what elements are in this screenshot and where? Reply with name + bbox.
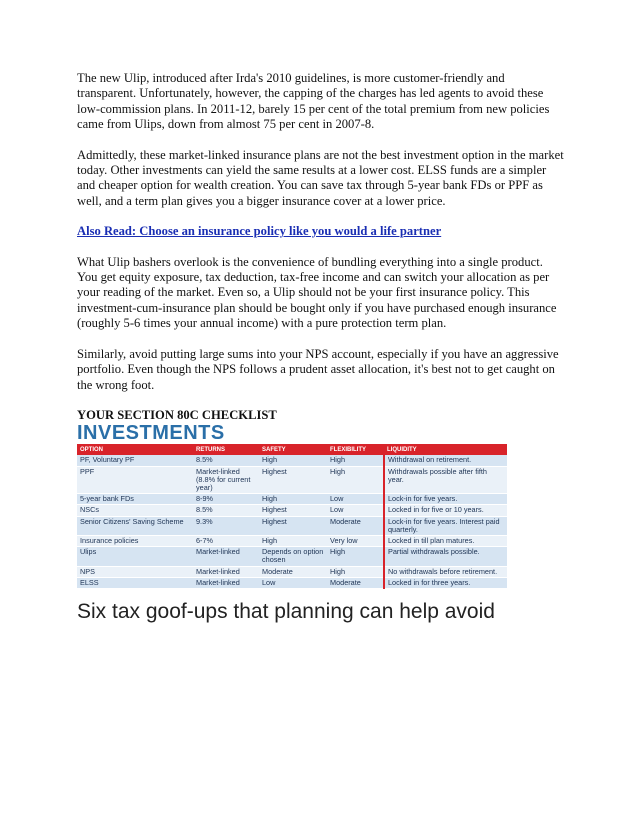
- header-flexibility: FLEXIBILITY: [327, 444, 384, 455]
- cell-flexibility: Low: [327, 505, 384, 516]
- cell-safety: Highest: [259, 516, 327, 535]
- cell-safety: High: [259, 535, 327, 546]
- section-title: YOUR SECTION 80C CHECKLIST: [77, 407, 277, 422]
- cell-flexibility: High: [327, 466, 384, 494]
- section-heading: Six tax goof-ups that planning can help avoid: [77, 599, 495, 623]
- header-safety: SAFETY: [259, 444, 327, 455]
- table-row: [77, 566, 507, 577]
- cell-liquidity: Lock-in for five years. Interest paid quarterly.: [384, 516, 507, 535]
- table-row: [77, 516, 507, 535]
- cell-returns: Market-linked: [193, 577, 259, 588]
- cell-safety: Highest: [259, 466, 327, 494]
- cell-flexibility: Very low: [327, 535, 384, 546]
- cell-flexibility: Low: [327, 494, 384, 505]
- cell-safety: High: [259, 494, 327, 505]
- cell-returns: 8-9%: [193, 494, 259, 505]
- article-body: [77, 71, 565, 625]
- cell-liquidity: Lock-in for five years.: [384, 494, 507, 505]
- cell-flexibility: Moderate: [327, 516, 384, 535]
- table-row: [77, 577, 507, 588]
- investments-figure: [77, 424, 507, 589]
- cell-option: PF, Voluntary PF: [77, 455, 193, 466]
- cell-returns: 8.5%: [193, 505, 259, 516]
- cell-liquidity: Withdrawals possible after fifth year.: [384, 466, 507, 494]
- paragraph-1: The new Ulip, introduced after Irda's 2010 guidelines, is more customer-friendly and transparent. Unfortunately, however, the capping of the charges has led agents to avoid these low-commission plans. In 2011-12, barely 15 per cent of the total premium from new policies came from Ulips, down from almost 75 per cent in 2007-8.: [77, 71, 550, 132]
- cell-liquidity: Withdrawal on retirement.: [384, 455, 507, 466]
- also-read-link[interactable]: Also Read: Choose an insurance policy like you would a life partner: [77, 224, 442, 239]
- table-row: [77, 535, 507, 546]
- cell-option: NPS: [77, 566, 193, 577]
- cell-returns: 6-7%: [193, 535, 259, 546]
- cell-returns: Market-linked: [193, 566, 259, 577]
- table-row: [77, 466, 507, 494]
- cell-flexibility: Moderate: [327, 577, 384, 588]
- cell-flexibility: High: [327, 547, 384, 566]
- cell-option: 5-year bank FDs: [77, 494, 193, 505]
- table-row: [77, 455, 507, 466]
- cell-option: PPF: [77, 466, 193, 494]
- cell-liquidity: No withdrawals before retirement.: [384, 566, 507, 577]
- cell-option: Insurance policies: [77, 535, 193, 546]
- header-liquidity: LIQUIDITY: [384, 444, 507, 455]
- paragraph-2: Admittedly, these market-linked insurance plans are not the best investment option in the market today. Other investments can yield the same results at a lower cost. ELSS funds are a simpler and cheaper option for wealth creation. You can save tax through 5-year bank FDs or PPF as well, and a term plan gives you a bigger insurance cover at a lower price.: [77, 147, 564, 208]
- table-header-row: [77, 444, 507, 455]
- cell-flexibility: High: [327, 566, 384, 577]
- cell-option: ELSS: [77, 577, 193, 588]
- cell-returns: 8.5%: [193, 455, 259, 466]
- cell-safety: Highest: [259, 505, 327, 516]
- cell-liquidity: Locked in till plan matures.: [384, 535, 507, 546]
- cell-safety: Low: [259, 577, 327, 588]
- cell-liquidity: Locked in for three years.: [384, 577, 507, 588]
- cell-flexibility: High: [327, 455, 384, 466]
- cell-option: NSCs: [77, 505, 193, 516]
- investments-title: INVESTMENTS: [77, 422, 225, 445]
- table-row: [77, 505, 507, 516]
- cell-safety: Moderate: [259, 566, 327, 577]
- paragraph-4: Similarly, avoid putting large sums into your NPS account, especially if you have an aggressive portfolio. Even though the NPS follows a prudent asset allocation, it's best not to get caught on the wrong foot.: [77, 346, 559, 392]
- cell-liquidity: Locked in for five or 10 years.: [384, 505, 507, 516]
- cell-safety: High: [259, 455, 327, 466]
- table-row: [77, 547, 507, 566]
- cell-returns: 9.3%: [193, 516, 259, 535]
- cell-option: Senior Citizens' Saving Scheme: [77, 516, 193, 535]
- cell-liquidity: Partial withdrawals possible.: [384, 547, 507, 566]
- header-returns: RETURNS: [193, 444, 259, 455]
- cell-safety: Depends on option chosen: [259, 547, 327, 566]
- cell-returns: Market-linked: [193, 547, 259, 566]
- also-read-paragraph: [77, 224, 565, 239]
- investments-table: [77, 444, 507, 589]
- paragraph-3: What Ulip bashers overlook is the convenience of bundling everything into a single product. You get equity exposure, tax deduction, tax-free income and can switch your allocation as per your reading of the market. Even so, a Ulip should not be your first insurance policy. This investment-cum-insurance plan should be bought only if you have purchased enough insurance (roughly 5-6 times your annual income) with a pure protection term plan.: [77, 254, 557, 331]
- cell-returns: Market-linked (8.8% for current year): [193, 466, 259, 494]
- cell-option: Ulips: [77, 547, 193, 566]
- header-option: OPTION: [77, 444, 193, 455]
- table-row: [77, 494, 507, 505]
